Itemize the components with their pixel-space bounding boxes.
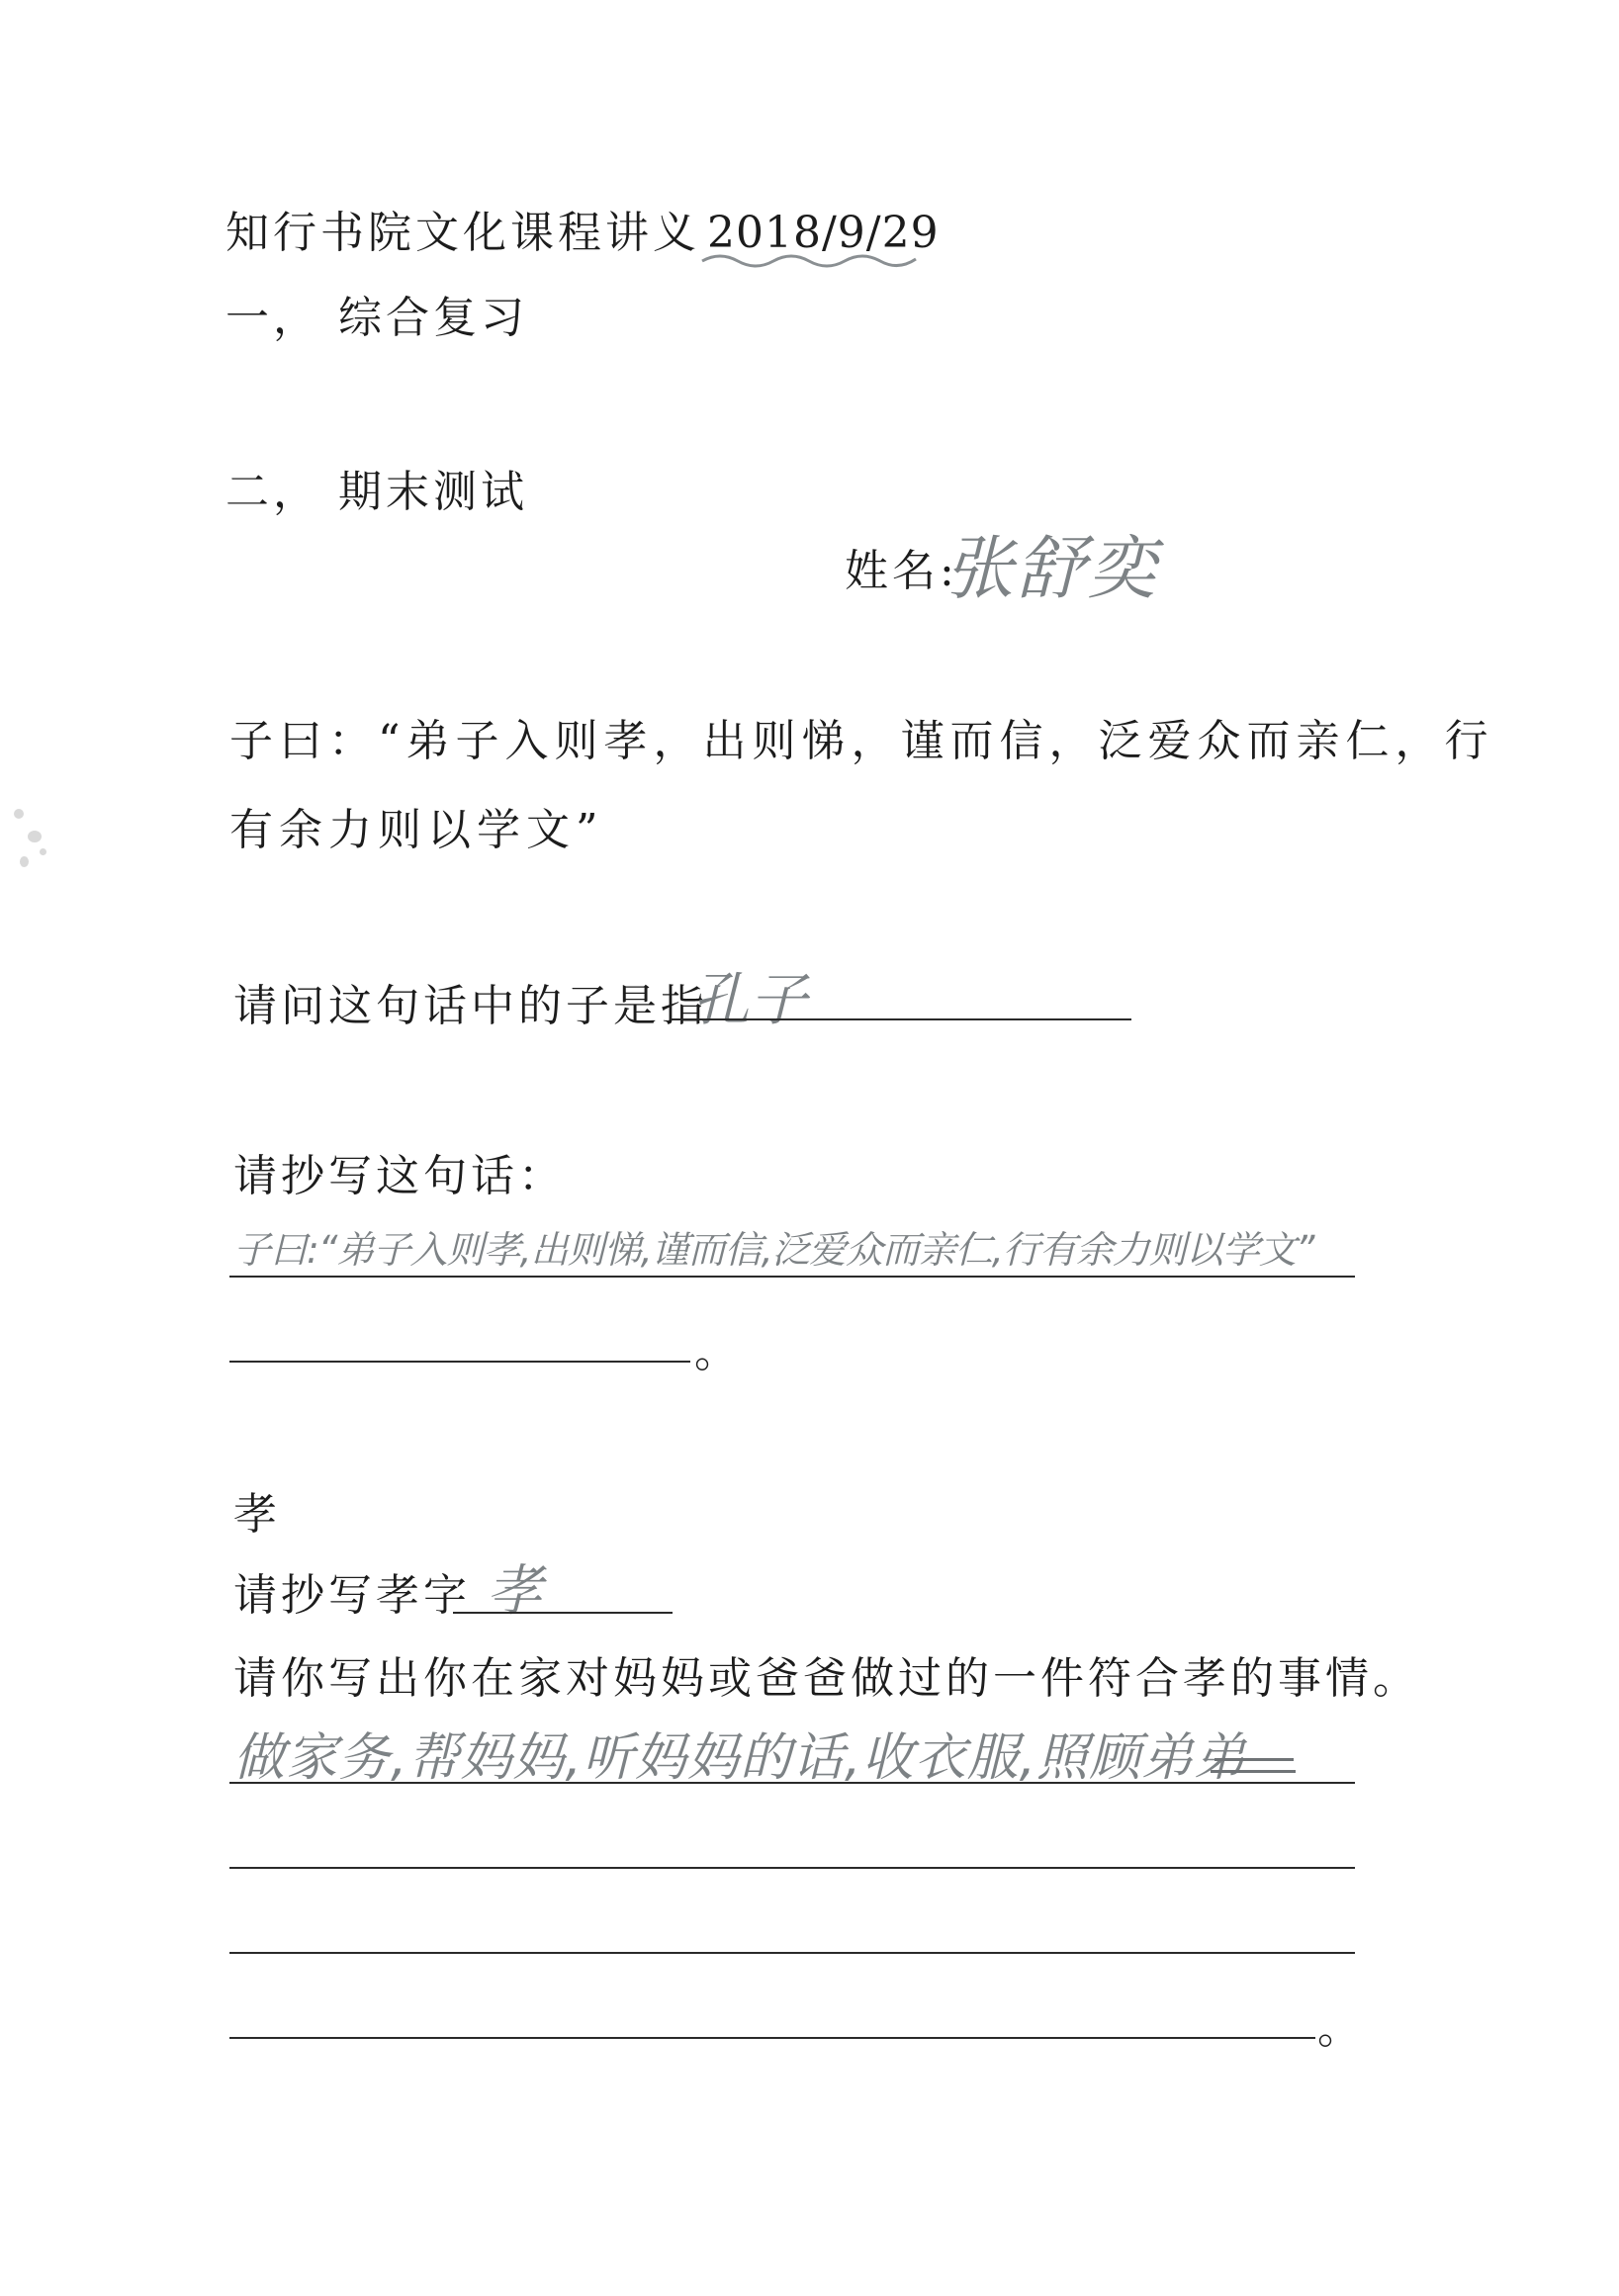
crossed-out-mark <box>1211 1770 1296 1773</box>
deed-answer-line-1 <box>229 1782 1355 1784</box>
scan-speck <box>28 831 42 842</box>
xiao-heading: 孝 <box>233 1489 281 1540</box>
q2-end-mark: 。 <box>694 1327 742 1377</box>
q2-prompt: 请抄写这句话： <box>233 1151 566 1201</box>
q1-answer: 孔子 <box>692 966 808 1033</box>
xiao-copy-answer: 孝 <box>487 1559 542 1624</box>
q1-prompt: 请问这句话中的子是指 <box>233 981 708 1031</box>
section-2-heading: 二， 期末测试 <box>225 467 528 517</box>
quote-line-1: 子曰：“弟子入则孝，出则悌，谨而信，泛爱众而亲仁，行 <box>229 716 1494 766</box>
name-label: 姓名: <box>845 546 958 596</box>
deed-answer: 做家务,帮妈妈,听妈妈的话,收衣服,照顾弟弟 <box>233 1728 1247 1788</box>
xiao-copy-prompt: 请抄写孝字 <box>233 1570 471 1621</box>
crossed-out-mark <box>1214 1758 1294 1761</box>
date-wavy-underline <box>700 243 928 273</box>
scan-speck <box>40 848 46 855</box>
quote-line-2: 有余力则以学文” <box>229 805 604 855</box>
scan-speck <box>20 856 29 867</box>
q1-answer-line <box>671 1018 1131 1020</box>
student-name: 张舒奕 <box>944 528 1158 609</box>
deed-answer-line-2 <box>229 1867 1355 1869</box>
deed-prompt: 请你写出你在家对妈妈或爸爸做过的一件符合孝的事情。 <box>233 1653 1420 1704</box>
handout-date: 2018/9/29 <box>707 208 940 258</box>
deed-answer-line-3 <box>229 1952 1355 1954</box>
xiao-copy-line <box>453 1612 673 1614</box>
q2-answer-line-1 <box>229 1276 1355 1278</box>
scan-speck <box>14 809 24 819</box>
deed-end-mark: 。 <box>1317 2003 1365 2054</box>
q2-answer: 子曰:“弟子入则孝,出则悌,谨而信,泛爱众而亲仁,行有余力则以学文” <box>233 1228 1314 1272</box>
section-1-heading: 一， 综合复习 <box>225 293 528 343</box>
handout-title: 知行书院文化课程讲义 <box>225 208 700 258</box>
deed-answer-line-4 <box>229 2037 1315 2039</box>
q2-answer-line-2 <box>229 1361 690 1363</box>
